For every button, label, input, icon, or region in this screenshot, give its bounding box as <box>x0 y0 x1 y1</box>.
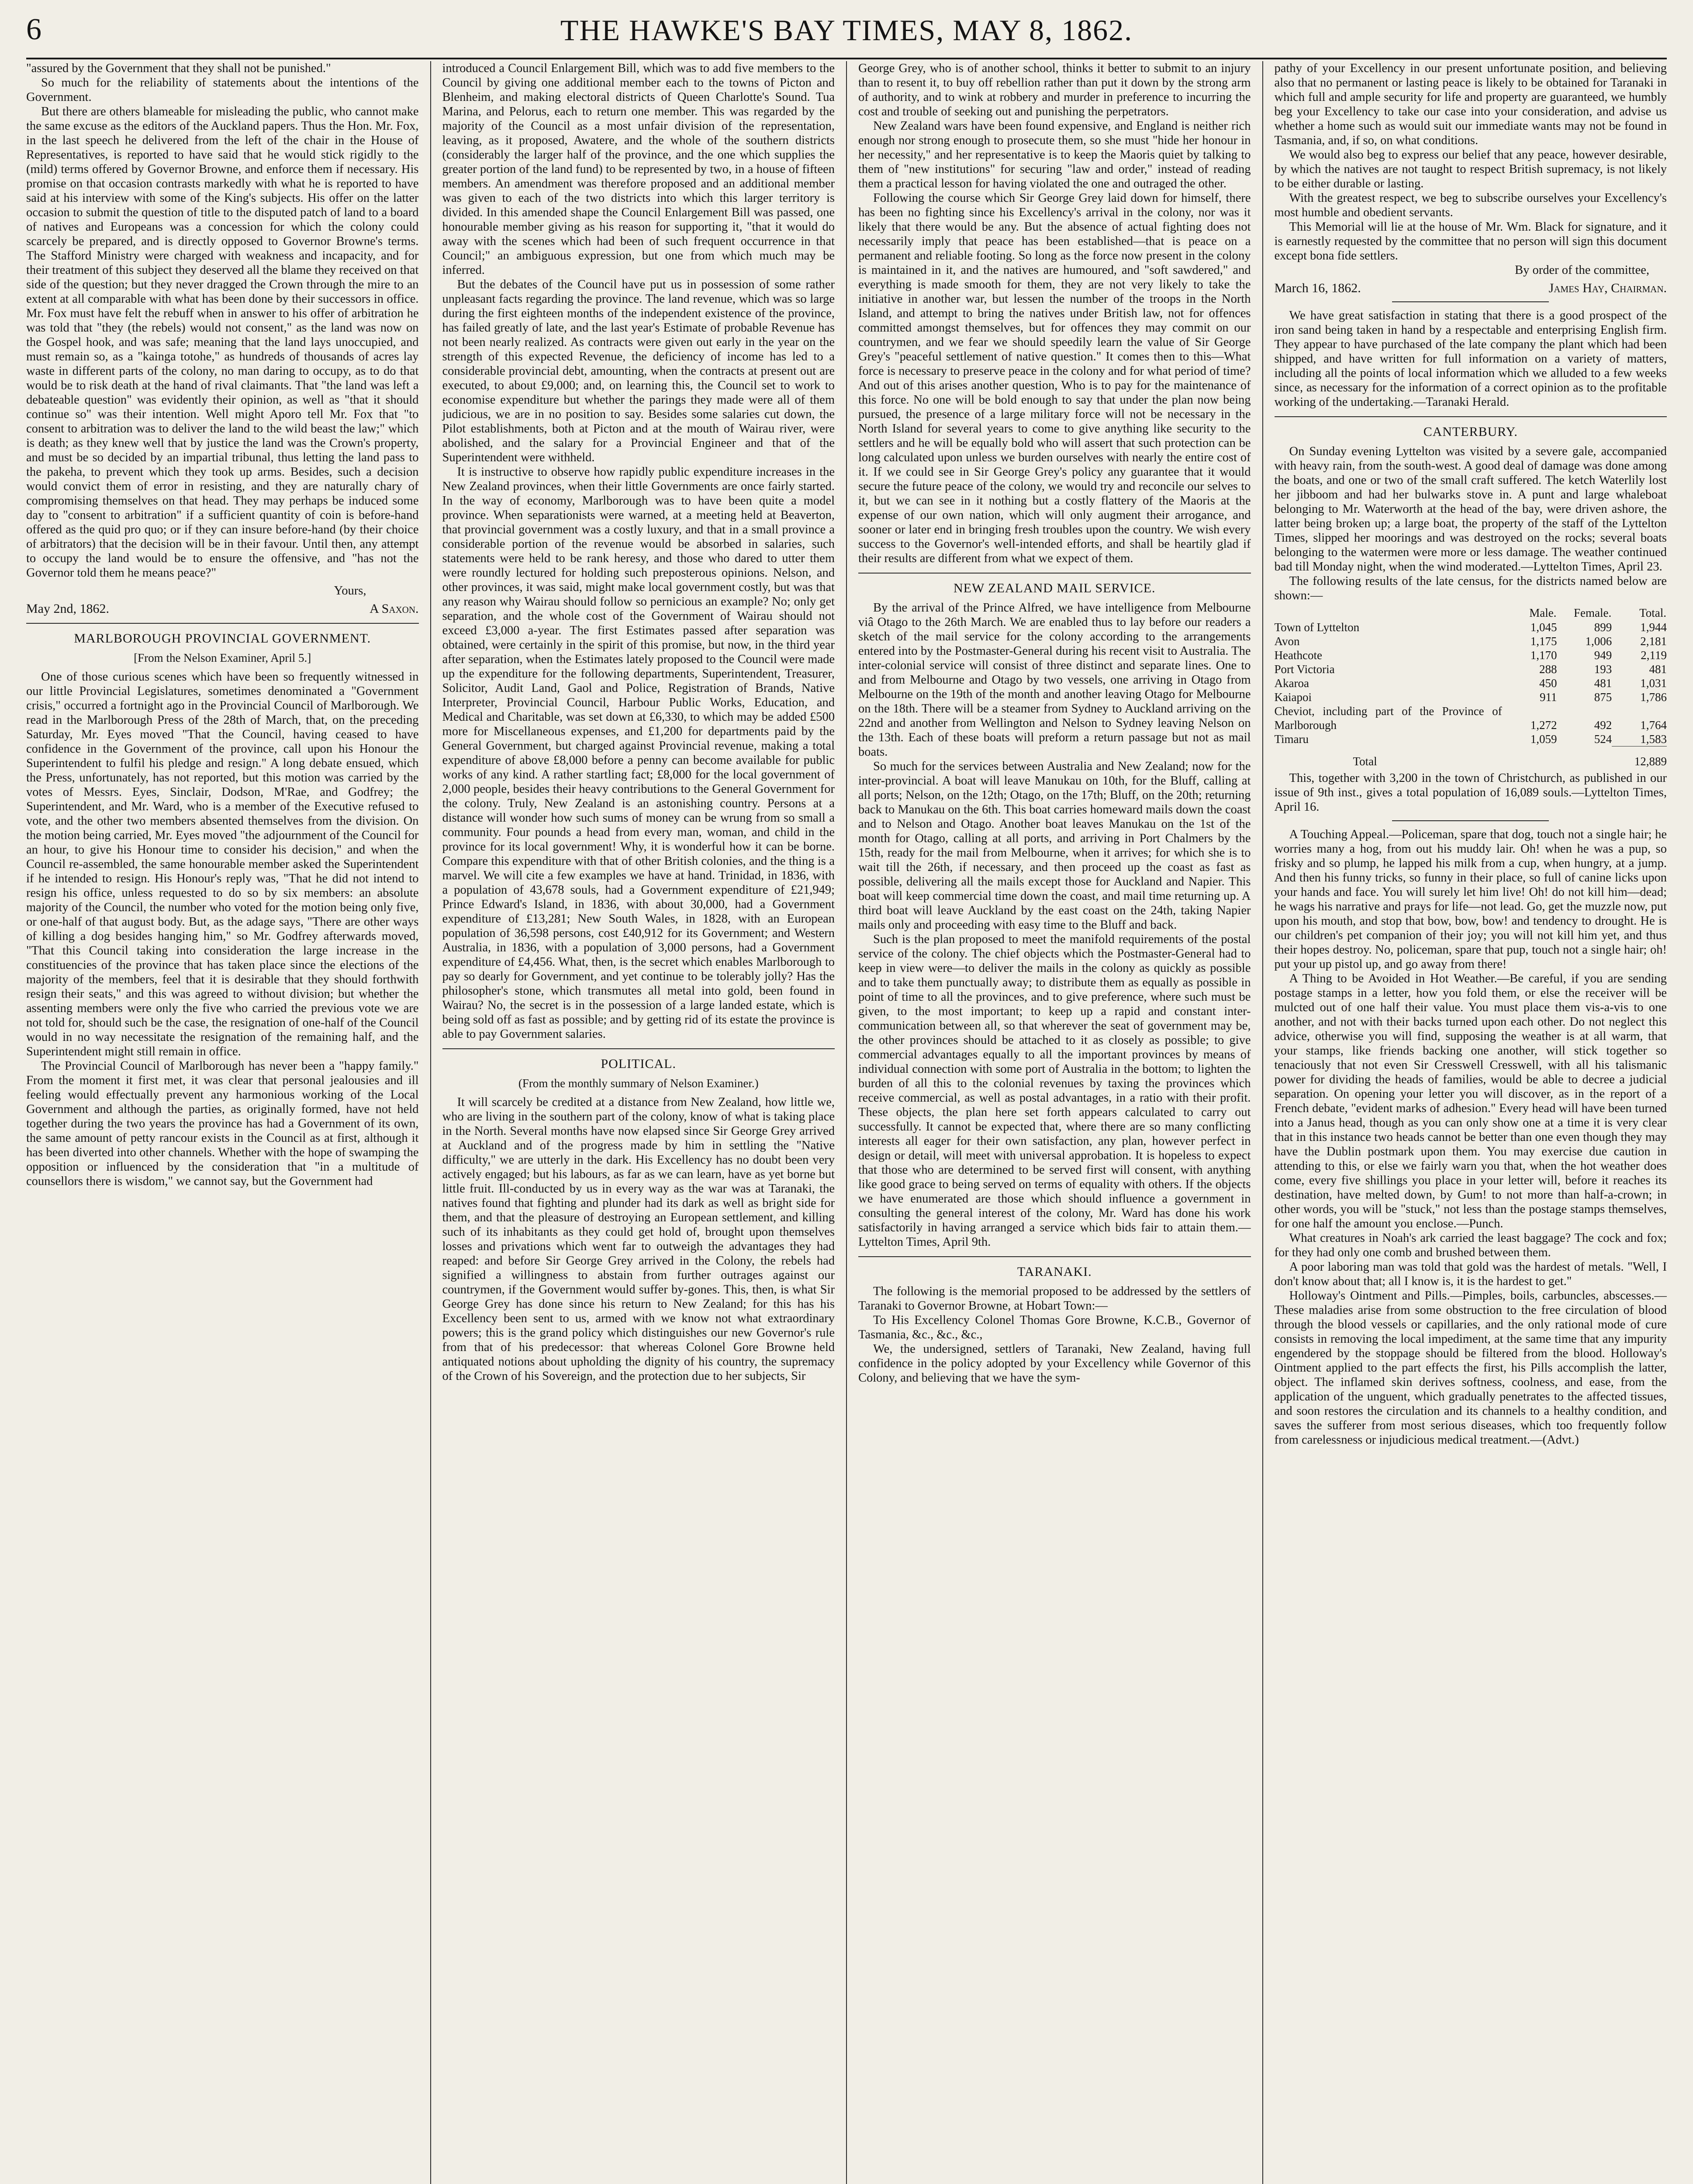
census-total: 2,119 <box>1641 649 1667 662</box>
census-total: 1,583 <box>1640 733 1667 746</box>
divider <box>26 623 419 624</box>
taranaki-paragraph: To His Excellency Colonel Thomas Gore Browne, K.C.B., Governor of Tasmania, &c., &c., &c., <box>858 1313 1251 1341</box>
political-paragraph: George Grey, who is of another school, thinks it better to submit to an injury than to resent it, to buy off rebellion rather than put it down by the strong arm of authority, and to wink at robbery and murder in preference to incurring the cost and trouble of seeking out and punishing the perpetrators. <box>858 62 1251 118</box>
census-district: Heathcote <box>1274 649 1322 662</box>
marlborough-paragraph: One of those curious scenes which have been so frequently witnessed in our little Provincial Legislatures, sometimes denominated a "Government crisis," occurred a fortnight ago in the Provincial Council of Marlborough. We read in the Marlborough Press of the 28th of March, that, on the preceding Saturday, Mr. Eyes moved "That the Council, having ceased to have confidence in the Government of the province, call upon his Honour the Superintendent to fulfil his pledge and resign." A long debate ensued, which the Press, unfortunately, has not reported, but this motion was carried by the votes of Messrs. Eyes, Sinclair, Dodson, M'Rae, and Godfrey; the Superintendent, and Mr. Ward, who is a member of the Executive refused to vote, and the other two members absented themselves from the division. On the motion being carried, Mr. Eyes moved "the adjournment of the Council for an hour, to give his Honour time to consider his decision," and when the Council re-assembled, the same honourable member asked the Superintendent if he intended to resign. His Honour's reply was, "That he did not intend to resign his office, unless requested to do so by six members: an absolute majority of the Council, the number who voted for the motion being only five, or one-half of that august body. But, as the adage says, "There are other ways of killing a dog besides hanging him," so Mr. Godfrey afterwards moved, "That this Council taking into consideration the large increase in the constituencies of the province that has taken place since the elections of the majority of the members, feel that it is desirable that they should forthwith resign their seats," and this was agreed to without division; but whether the assenting members were only the five who carried the previous vote we are not told for, should such be the case, the resignation of one-half of the Council would in no way necessitate the resignation of the remaining half, and the Superintendent might still remain in office. <box>26 670 419 1058</box>
letter-signoff <box>26 601 419 616</box>
committee-line: By order of the committee, <box>1515 263 1649 277</box>
census-grand-total: 12,889 <box>1612 746 1667 769</box>
census-district: Timaru <box>1274 733 1309 746</box>
marlborough-paragraph: It is instructive to observe how rapidly public expenditure increases in the New Zealand provinces, when their little Governments are once fairly started. In the way of economy, Marlborough was to have been quite a model province. When separationists were warned, at a meeting held at Beaverton, that provincial government was a costly luxury, and that in a small province a considerable portion of the revenue would be absorbed in salaries, such statements were held to be rank heresy, and those who dared to utter them were roundly lectured for holding such preposterous opinions. Nelson, and other provinces, it was said, might make local government costly, but was that any reason why Wairau should follow so pernicious an example? No; only get separation, and the whole cost of the Government of Wairau should not exceed £3,000 a-year. The first Estimates passed after separation was obtained, were certainly in the spirit of this promise, but now, in the third year after separation, when the Estimates lately proposed to the Council were made up the expenditure for the following departments, Superintendent, Treasurer, Solicitor, Audit Land, Gaol and Police, Registration of Brands, Native Interpreter, Provincial Council, Harbour Public Works, Education, and Medical and Charitable, was set down at £6,330, to which may be added £500 more for Miscellaneous expenses, and £1,200 for departments paid by the General Government, but charged against Provincial revenue, making a total expenditure of above £8,000 before a penny can become available for public works of any kind. A rather startling fact; £8,000 for the local government of 2,000 people, besides their heavy contributions to the General Government for the colony. Truly, New Zealand is an astonishing country. Persons at a distance will wonder how such sums of money can be wrung from so small a community. Four pounds a head from every man, woman, and child in the province for its local government! Why, it is wonderful how it can be borne. Compare this expenditure with that of other British colonies, and the thing is a marvel. We will cite a few examples we have at hand. Trinidad, in 1836, with a population of 43,678 souls, had a Government expenditure of £21,949; Prince Edward's Island, in 1836, with about 30,000, had a Government expenditure of £13,281; New South Wales, in 1828, with an European population of 36,598 persons, cost £40,912 for its Government; and Western Australia, in 1836, with a population of 3,000 persons, had a Government expenditure of £4,456. What, then, is the secret which enables Marlborough to pay so dearly for Government, and yet continue to be tolerably jolly? Has the philosopher's stone, which transmutes all metal into gold, been found in Wairau? No, the secret is in the possession of a large landed estate, which is being sold off as fast as possible; and by getting rid of its estate the province is able to pay Government salaries. <box>442 465 835 1041</box>
masthead <box>26 10 1667 59</box>
divider <box>1275 416 1667 417</box>
census-row <box>1275 648 1667 662</box>
political-heading: POLITICAL. <box>601 1057 676 1071</box>
census-row <box>1275 662 1667 676</box>
misc-paragraph: What creatures in Noah's ark carried the least baggage? The cock and fox; for they had only one comb and brushed between them. <box>1274 1231 1667 1259</box>
letter-date: May 2nd, 1862. <box>26 601 109 616</box>
census-total-label: Total <box>1353 754 1377 768</box>
census-total: 481 <box>1649 663 1667 676</box>
census-female: 949 <box>1594 649 1612 662</box>
taranaki-paragraph: This Memorial will lie at the house of Mr. Wm. Black for signature, and it is earnestly requested by the committee that no person will sign this document except bona fide settlers. <box>1274 220 1667 263</box>
divider <box>1392 820 1549 821</box>
letter-closing: Yours, <box>334 584 366 598</box>
census-total: 1,944 <box>1640 621 1667 634</box>
census-district: Town of Lyttelton <box>1274 621 1360 634</box>
census-male: 1,175 <box>1530 635 1557 648</box>
census-male: 450 <box>1539 677 1557 690</box>
census-total: 1,031 <box>1640 677 1667 690</box>
taranaki-paragraph: The following is the memorial proposed to be addressed by the settlers of Taranaki to Governor Browne, at Hobart Town:— <box>858 1285 1251 1313</box>
census-row <box>1275 676 1667 690</box>
misc-paragraph: A Thing to be Avoided in Hot Weather.—Be careful, if you are sending postage stamps in a letter, how you fold them, or else the receiver will be mulcted out of one half their value. You must place them vis-a-vis to one another, and not with their backs turned upon each other. Do not neglect this advice, otherwise you will find, supposing the weather is at all warm, that your stamps, like friends backing one another, will stick together so tenaciously that not even Sir Cresswell Cresswell, with all his talismanic power for dividing the heads of families, would be able to decree a judicial separation. On opening your letter you will discover, as in the report of a French debate, "evident marks of adhesion." Every head will have been turned into a Janus head, though as you can only show one at a time it is very clear that in this instance two heads cannot be better than one even though they may have the Dublin postmark upon them. You may exercise due caution in attending to this, or else we fairly warn you that, when the hot weather does come, every five shillings you place in your letter will, before it reaches its destination, have melted down, by Gum! to not more than half-a-crown; in other words, you will be "stuck," not less than the postage stamps themselves, for one half the amount you enclose.—Punch. <box>1274 972 1667 1230</box>
divider <box>1392 301 1549 302</box>
column-1 <box>26 61 431 2184</box>
iron-sand-paragraph: We have great satisfaction in stating that there is a good prospect of the iron sand being taken in hand by a respectable and enterprising English firm. They appear to have purchased of the late company the plant which had been shipped, and have written for full information on a variety of matters, including all the points of local information which we alluded to a few weeks since, as necessary for the information of a correct opinion as to the profitable working of the undertaking.—Taranaki Herald. <box>1274 309 1667 409</box>
political-paragraph: It will scarcely be credited at a distance from New Zealand, how little we, who are living in the southern part of the colony, know of what is taking place in the North. Several months have now elapsed since Sir George Grey arrived at Auckland and of the progress made by him in settling the "Native difficulty," we are utterly in the dark. His Excellency has no doubt been very actively engaged; but his labours, as far as we can learn, have as yet borne but little fruit. Ill-conducted by us in every way as the war was at Taranaki, the natives found that fighting and plunder had its dark as well as bright side for them, and that the pleasure of destroying an European settlement, and killing such of its inhabitants as they could get hold of, brought upon themselves losses and privations which went far to outweigh the advantages they had reaped: and before Sir George Grey arrived in the Colony, the rebels had signified a willingness to abstain from further outrages against our countrymen, if the Government would suffer by-gones. This, then, is what Sir George Grey has done since his return to New Zealand; for this has his Excellency been sent to us, armed with we know not what extraordinary powers; this is the grand policy which distinguishes our new Governor's rule from that of his predecessor: that whereas Colonel Gore Browne held antiquated notions about upholding the dignity of his country, the supremacy of the Crown of his Sovereign, and the protection due to her subjects, Sir <box>442 1095 835 1383</box>
political-paragraph: New Zealand wars have been found expensive, and England is neither rich enough nor strong enough to prosecute them, so she must "hide her honour in her necessity," and her representative is to keep the Maoris quiet by talking to them of "new institutions" for securing "law and order," instead of reading them a practical lesson for having violated the one and outraged the other. <box>858 119 1251 190</box>
column-4 <box>1263 61 1667 2184</box>
census-row <box>1275 634 1667 648</box>
divider <box>442 1048 835 1049</box>
marlborough-source: [From the Nelson Examiner, April 5.] <box>134 651 311 664</box>
census-total-row <box>1275 746 1667 769</box>
divider <box>858 573 1251 574</box>
census-row <box>1275 732 1667 746</box>
census-district: Kaiapoi <box>1274 691 1312 704</box>
census-male: 911 <box>1539 691 1557 704</box>
divider <box>858 1256 1251 1257</box>
columns <box>26 61 1667 2184</box>
marlborough-paragraph: But the debates of the Council have put us in possession of some rather unpleasant facts regarding the province. The land revenue, which was so large during the first eighteen months of the independent existence of the province, has failed greatly of late, and the last year's Estimate of probable Revenue has not been nearly realized. As contracts were given out early in the year on the strength of this expected Revenue, the deficiency of income has led to a considerable provincial debt, amounting, when the contracts at present out are executed, to about £9,000; and, on learning this, the Council set to work to economise expenditure but whether the parings they made were all of them judicious, we are in no position to say. Besides some salaries cut down, the Pilot establishments, both at Picton and at the mouth of Wairau river, were abolished, and the salary for a Provincial Engineer and that of the Superintendent were withheld. <box>442 278 835 464</box>
newspaper-title: THE HAWKE'S BAY TIMES, MAY 8, 1862. <box>560 14 1133 47</box>
misc-paragraph: A poor laboring man was told that gold was the hardest of metals. "Well, I don't know about that; all I know is, it is the hardest to get." <box>1274 1260 1667 1288</box>
census-note: This, together with 3,200 in the town of Christchurch, as published in our issue of 9th inst., gives a total population of 16,089 souls.—Lyttelton Times, April 16. <box>1274 771 1667 814</box>
census-female: 524 <box>1594 733 1612 746</box>
census-female: 492 <box>1594 719 1612 732</box>
census-female: 193 <box>1594 663 1612 676</box>
mail-paragraph: So much for the services between Australia and New Zealand; now for the inter-provincial. A boat will leave Manukau on 10th, for the Bluff, calling at all ports; Nelson, on the 12th; Otago, on the 17th; Bluff, on the 20th; returning back to Manukau on the 6th. This boat carries homeward mails down the coast and to Nelson and Otago. Another boat leaves Manukau on the 1st of the month for Otago, calling at all ports, and arriving in Port Chalmers by the 15th, ready for the mail from Melbourne, when it arrives; for which she is to wait till the 26th, if necessary, and then proceed up the coast as fast as possible, delivering all the mails except those for Auckland and Napier. This boat will keep commercial time down the coast, and mail time returning up. A third boat will leave Auckland by the east coast on the 24th, taking Napier mails only and proceeding with easy time to the Bluff and back. <box>858 760 1251 932</box>
census-total: 1,786 <box>1640 691 1667 704</box>
marlborough-heading: MARLBOROUGH PROVINCIAL GOVERNMENT. <box>74 631 371 646</box>
census-male: 1,272 <box>1530 719 1557 732</box>
taranaki-paragraph: With the greatest respect, we beg to subscribe ourselves your Excellency's most humble and obedient servants. <box>1274 191 1667 219</box>
census-female: 1,006 <box>1585 635 1612 648</box>
mail-paragraph: By the arrival of the Prince Alfred, we have intelligence from Melbourne viâ Otago to the 26th March. We are enabled thus to lay before our readers a sketch of the mail service for the colony according to the arrangements entered into by the Postmaster-General during his recent visit to Australia. The inter-colonial service will consist of three distinct and separate lines. One to and from Melbourne and Otago by two vessels, one arriving in Otago from Melbourne on the 19th of the month and another leaving Otago for Melbourne on the 18th. There will be a steamer from Sydney to Auckland arriving on the 22nd and another from Wellington and Nelson to Sydney leaving Nelson on the 13th. Each of these boats will preform a return passage but not as mail boats. <box>858 601 1251 759</box>
canterbury-paragraph: On Sunday evening Lyttelton was visited by a severe gale, accompanied with heavy rain, from the south-west. A good deal of damage was done among the boats, and one or two of the small craft suffered. The ketch Waterlily lost her jibboom and had her bulwarks stove in. A punt and large whaleboat belonging to Mr. Waterworth at the head of the bay, were driven ashore, the latter being broken up; a large boat, the property of the staff of the Lyttelton Times, slipped her moorings and was destroyed on the rocks; several boats belonging to the watermen were more or less damage. The weather continued bad till Monday night, when the wind moderated.—Lyttelton Times, April 23. <box>1274 445 1667 574</box>
committee-chair: James Hay, Chairman. <box>1548 281 1667 295</box>
census-total: 2,181 <box>1640 635 1667 648</box>
taranaki-paragraph: pathy of your Excellency in our present unfortunate position, and believing also that no permanent or lasting peace is likely to be obtained for Taranaki in which full and ample security for life and property are guaranteed, we humbly beg your Excellency to take our case into your consideration, and advise us whether a home such as would suit our immediate wants may not be found in Tasmania, and, if so, on what conditions. <box>1274 62 1667 147</box>
census-total: 1,764 <box>1640 719 1667 732</box>
census-header-row <box>1275 605 1667 620</box>
census-female: 875 <box>1594 691 1612 704</box>
census-header-male: Male. <box>1529 606 1557 619</box>
census-female: 481 <box>1594 677 1612 690</box>
census-row <box>1275 620 1667 634</box>
canterbury-paragraph: The following results of the late census, for the districts named below are shown:— <box>1274 574 1667 602</box>
taranaki-paragraph: We, the undersigned, settlers of Taranaki, New Zealand, having full confidence in the policy adopted by your Excellency while Governor of this Colony, and believing that we have the sym- <box>858 1342 1251 1385</box>
census-male: 1,045 <box>1530 621 1557 634</box>
census-row <box>1275 690 1667 704</box>
census-row <box>1275 704 1667 732</box>
mail-paragraph: Such is the plan proposed to meet the manifold requirements of the postal service of the colony. The chief objects which the Postmaster-General had to keep in view were—to deliver the mails in the colony as quickly as possible and to take them punctually away; to distribute them as equally as possible in point of time to all the provinces, and to give preference, where such must be given, to the most important; to keep up a rapid and constant inter-communication between all, so that wherever the seat of government may be, the other provinces should be attached to it as closely as possible; to give commercial advantages equally to all the important provinces by means of individual connection with some port of Australia in the bottom; to lighten the burden of all this to the colonial revenues by taxing the provinces which receive commercial, as well as postal advantages, in a ratio with their profit. These objects, the plan here set forth appears calculated to carry out successfully. It cannot be expected that, where there are so many conflicting interests all eager for their own satisfaction, any plan, however perfect in design or detail, will meet with universal approbation. It is hopeless to expect that those who are determined to be served first will consent, with anything like good grace to being served on terms of equality with others. If the objects we have enumerated are those which should influence a government in consulting the general interest of the colony, Mr. Ward has done his work satisfactorily in having arranged a service which bids fair to attain them.—Lyttelton Times, April 9th. <box>858 933 1251 1249</box>
census-table <box>1275 605 1667 768</box>
committee-date: March 16, 1862. <box>1274 281 1361 295</box>
marlborough-paragraph: The Provincial Council of Marlborough has never been a "happy family." From the moment it first met, it was clear that personal jealousies and ill feeling would effectually prevent any harmonious working of the Local Government and although the parties, as originally formed, have not held together during the two years the province has had a Government of its own, the same amount of petty rancour exists in the Council as at first, although it has been diverted into other channels. Whether with the hope of swamping the opposition or influenced by the consideration that "in a multitude of counsellors there is wisdom," we cannot say, but the Government had <box>26 1059 419 1188</box>
column-3 <box>847 61 1263 2184</box>
canterbury-heading: CANTERBURY. <box>1423 425 1518 439</box>
census-male: 1,170 <box>1530 649 1557 662</box>
committee-signoff <box>1275 281 1667 295</box>
census-header-female: Female. <box>1573 606 1612 619</box>
census-female: 899 <box>1594 621 1612 634</box>
census-male: 1,059 <box>1530 733 1557 746</box>
census-district: Cheviot, including part of the Province of Marlborough <box>1274 705 1502 732</box>
census-district: Akaroa <box>1274 677 1309 690</box>
taranaki-heading: TARANAKI. <box>1017 1265 1092 1279</box>
taranaki-paragraph: We would also beg to express our belief that any peace, however desirable, by which the natives are not taught to respect British supremacy, is not likely to be either durable or lasting. <box>1274 148 1667 190</box>
political-paragraph: Following the course which Sir George Grey laid down for himself, there has been no fighting since his Excellency's arrival in the colony, nor was it likely that there would be any. But the absence of actual fighting does not necessarily imply that peace has been established—that is peace on a permanent and reliable footing. So long as the force now present in the colony is maintained in it, and the natives are humoured, and "soft sawdered," and everything is made smooth for them, they are not very likely to take the initiative in another war, but lessen the number of the troops in the North Island, and attempt to bring the natives under British law, not for offences committed amongst themselves, but for offences they may commit on our countrymen, and we fear we should speedily learn the value of Sir George Grey's "peaceful settlement of native question." It comes then to this—What force is necessary to preserve peace in the colony and for what period of time? And out of this arises another question, Who is to pay for the maintenance of this force. No one will be bold enough to say that under the plan now being pursued, the presence of a large military force will not be necessary in the North Island for several years to come to give anything like security to the settlers and he will be equally bold who will assert that such protection can be long calculated upon unless we burden ourselves with nearly the entire cost of it. If we could see in Sir George Grey's policy any guarantee that it would secure the future peace of the colony, we would try and reconcile our selves to it, but we can see in it nothing but a costly flattery of the Maoris at the expense of our own nation, which will only augment their arrogance, and sooner or later end in bringing fresh troubles upon the country. We wish every success to the Governor's well-intended efforts, and shall be heartily glad if their results are different from what we expect of them. <box>858 191 1251 565</box>
letter-paragraph: But there are others blameable for misleading the public, who cannot make the same excuse as the editors of the Auckland papers. Thus the Hon. Mr. Fox, in the last speech he delivered from the left of the chair in the House of Representatives, is reported to have said that he would stick rigidly to the (mild) terms offered by Governor Browne, and enforce them if necessary. His promise on that occasion contrasts markedly with what he is reported to have said at his interview with some of the King's subjects. His offer on the latter occasion to submit the question of title to the disputed patch of land to a board of natives and Europeans was a concession for which the colony could scarcely be prepared, and is directly opposed to Governor Browne's terms. The Stafford Ministry were charged with weakness and incapacity, and for their treatment of this subject they deserved all the blame they received on that side of the question; but they never dragged the Crown through the mire to an extent at all comparable with what has been done by their successors in office. Mr. Fox must have felt the rebuff when in answer to his offer of arbitration he was told that "they (the rebels) would not consent," as the land was now on the Gospel hook, and was safe; meaning that the land lays unoccupied, and must remain so, as a "kainga totohe," as hundreds of thousands of acres lay waste in different parts of the colony, no man daring to occupy, as to do that would be to risk death at the hand of rival claimants. That "the land was left a debateable question" was evidently their opinion, as well as "that it should continue so" was their intention. Well might Aporo tell Mr. Fox that "to consent to arbitration was to deliver the land to the wild beast the law;" which is death; as they knew well that by justice the land was the Crown's property, and must be so decided by an impartial tribunal, thus letting the land pass to the pakeha, to prevent which they took up arms. Besides, such a decision would convict them of error in resisting, and they are naturally chary of compromising themselves on that head. They may perhaps be induced some day to "consent to arbitration" if a sufficient quantity of coin is before-hand offered as the quid pro quo; or if they can insure before-hand (by their choice of arbitrators) that the decision will be in their favour. Until then, any attempt to occupy the land would be to ensure the offensive, and "has not the Governor told them he means peace?" <box>26 105 419 580</box>
census-header-total: Total. <box>1639 606 1666 619</box>
political-source: (From the monthly summary of Nelson Examiner.) <box>518 1077 759 1090</box>
page-number: 6 <box>26 13 41 46</box>
letter-paragraph: "assured by the Government that they shall not be punished." <box>26 62 331 75</box>
census-district: Avon <box>1274 635 1300 648</box>
misc-paragraph: A Touching Appeal.—Policeman, spare that dog, touch not a single hair; he worries many a hog, from out his muddy lair. Oh! when he was a pup, so frisky and so plump, he lapped his milk from a cup, when hungry, at a jump. And then his funny tricks, so funny in their place, so full of canine licks upon your hands and face. You will surely let him live! Oh! do not kill him—dead; he wags his narrative and prays for life—not lead. Go, get the muzzle now, put upon his mouth, and stop that bow, bow, bow! and tendency to drought. He is our children's pet companion of their joy; you will not kill him yet, and thus their hopes destroy. No, policeman, spare that pup, touch not a single hair; oh! put your up pistol up, and go away from there! <box>1274 828 1667 971</box>
mail-service-heading: NEW ZEALAND MAIL SERVICE. <box>953 581 1156 595</box>
census-male: 288 <box>1539 663 1557 676</box>
letter-signature: A Saxon. <box>370 601 419 616</box>
marlborough-paragraph: introduced a Council Enlargement Bill, which was to add five members to the Council by giving one additional member each to the towns of Picton and Blenheim, and making electoral districts of Queen Charlotte's Sound. Tua Marina, and Pelorus, each to return one member. This was regarded by the majority of the Council as a most unfair division of the representation, leaving, as it proposed, Awatere, and the whole of the southern districts (considerably the larger half of the province, and the one which supplies the greater portion of the land fund) to be represented by two, in a house of fifteen members. An amendment was therefore proposed and an additional member was given to each of the two districts into which this larger territory is divided. In this amended shape the Council Enlargement Bill was passed, one honourable member giving as his reason for supporting it, "that it would do away with the scenes which had been of such frequent occurrence in that Council;" an ambiguous expression, but one from which much may be inferred. <box>442 62 835 277</box>
census-district: Port Victoria <box>1274 663 1335 676</box>
column-2 <box>431 61 847 2184</box>
misc-paragraph: Holloway's Ointment and Pills.—Pimples, boils, carbuncles, abscesses.—These maladies arise from some obstruction to the free circulation of blood through the blood vessels or capillaries, and the only rational mode of cure consists in removing the local impediment, at the same time that any impurity engendered by the stoppage should be filtered from the blood. Holloway's Ointment applied to the part effects the first, his Pills accomplish the latter, object. The inflamed skin derives softness, coolness, and ease, from the application of the unguent, which gradually penetrates to the affected tissues, and soon restores the circulation and its channels to a healthy condition, and saves the sufferer from most serious diseases, which too frequently follow from carelessness or injudicious medical treatment.—(Advt.) <box>1274 1289 1667 1447</box>
letter-paragraph: So much for the reliability of statements about the intentions of the Government. <box>26 76 419 104</box>
